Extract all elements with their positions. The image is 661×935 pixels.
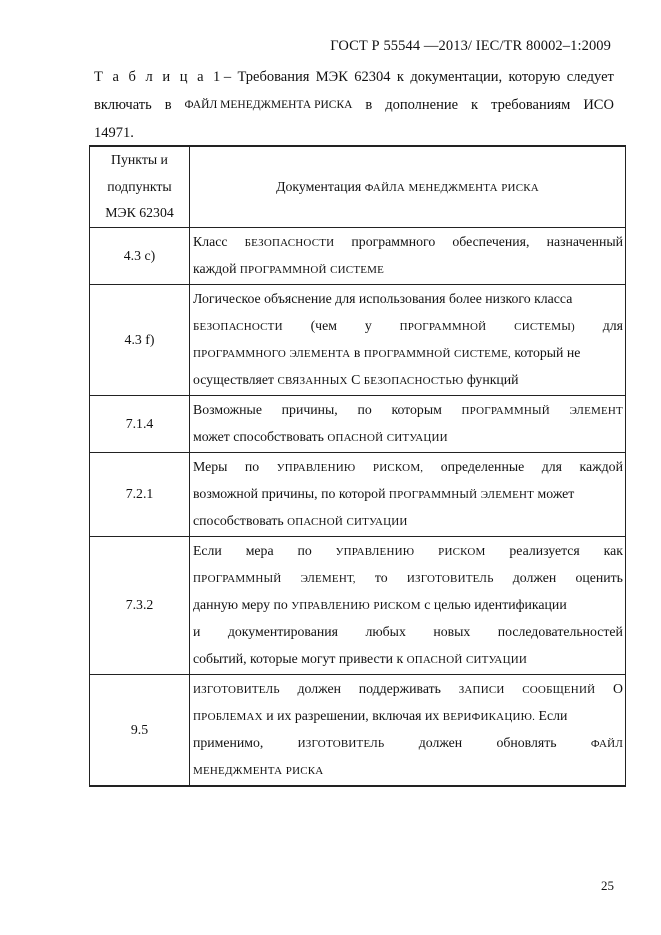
cell-word: РИСКОМ [438, 546, 486, 558]
cell-word: любых [365, 624, 406, 639]
cell-line [193, 646, 623, 673]
cell-word: УПРАВЛЕНИЮ [276, 462, 356, 474]
cell-word: назначенный [546, 234, 623, 249]
cell-word: каждой ПРОГРАММНОЙ СИСТЕМЕ [193, 261, 385, 276]
clause-cell: 7.1.4 [90, 395, 190, 452]
caption-word: ФАЙЛ МЕНЕДЖМЕНТА РИСКА [184, 99, 353, 111]
cell-word: данную меру по УПРАВЛЕНИЮ РИСКОМ с целью идентификации [193, 597, 567, 612]
documentation-cell [190, 674, 626, 786]
cell-word: способствовать ОПАСНОЙ СИТУАЦИИ [193, 513, 408, 528]
cell-word: ПРОБЛЕМАХ и их разрешении, включая их ВЕРИФИКАЦИЮ. Если [193, 708, 568, 723]
cell-line [193, 757, 623, 784]
cell-line [193, 367, 623, 394]
documentation-cell [190, 284, 626, 395]
table-caption [94, 63, 614, 147]
clause-cell: 7.3.2 [90, 536, 190, 674]
header-clauses [90, 146, 190, 227]
cell-word: должен [512, 570, 557, 585]
cell-word: О [612, 681, 623, 696]
caption-word: МЭК [315, 69, 348, 85]
cell-word: реализуется [509, 543, 580, 558]
caption-word: к [471, 97, 479, 113]
cell-word: БЕЗОПАСНОСТИ [244, 237, 335, 249]
cell-word: РИСКОМ, [372, 462, 424, 474]
cell-word: то [374, 570, 388, 585]
cell-word: ИЗГОТОВИТЕЛЬ [406, 573, 494, 585]
cell-word: событий, которые могут привести к ОПАСНОЙ СИТУАЦИИ [193, 651, 528, 666]
cell-word: ПРОГРАММНОЙ [399, 321, 487, 333]
caption-word: Т а б л и ц а [94, 69, 207, 85]
cell-word: МЕНЕДЖМЕНТА РИСКА [193, 765, 324, 777]
cell-line [193, 703, 623, 730]
table-header-row [90, 146, 626, 227]
cell-word: Меры [193, 459, 228, 474]
caption-line [94, 63, 614, 91]
cell-word: СООБЩЕНИЙ [522, 684, 596, 696]
cell-line [193, 424, 623, 451]
caption-word: следует [566, 69, 614, 85]
cell-word: обеспечения, [452, 234, 530, 249]
cell-line [193, 676, 623, 703]
cell-word: должен [297, 681, 341, 696]
documentation-table [89, 145, 626, 787]
cell-line [193, 508, 623, 535]
cell-word: УПРАВЛЕНИЮ [335, 546, 415, 558]
cell-line [193, 565, 623, 592]
cell-line [193, 340, 623, 367]
cell-line [193, 256, 623, 283]
caption-word: ИСО [583, 97, 614, 113]
cell-word: осуществляет СВЯЗАННЫХ С БЕЗОПАСНОСТЬЮ функций [193, 372, 519, 387]
cell-word: новых [433, 624, 471, 639]
cell-word: Если [193, 543, 222, 558]
clause-cell: 9.5 [90, 674, 190, 786]
cell-word: ЗАПИСИ [458, 684, 505, 696]
caption-word: в [365, 97, 373, 113]
caption-word: которую [508, 69, 561, 85]
clause-cell: 4.3 f) [90, 284, 190, 395]
cell-line [193, 481, 623, 508]
cell-word: программного [351, 234, 436, 249]
document-header: ГОСТ Р 55544 —2013/ IEC/TR 80002–1:2009 [330, 38, 611, 54]
cell-word: которым [391, 402, 442, 417]
caption-word: к [396, 69, 404, 85]
caption-word: 1 – [213, 69, 232, 85]
cell-word: ЭЛЕМЕНТ, [300, 573, 356, 585]
cell-word: обновлять [496, 735, 557, 750]
cell-word: по [244, 459, 260, 474]
cell-line [193, 397, 623, 424]
header-line: Пункты и [111, 152, 168, 167]
cell-word: каждой [579, 459, 623, 474]
cell-word: ПРОГРАММНЫЙ [193, 573, 282, 585]
cell-line [193, 619, 623, 646]
cell-word: ФАЙЛ [590, 738, 623, 750]
caption-word: требованиям [491, 97, 571, 113]
cell-word: у [364, 318, 372, 333]
cell-word: должен [418, 735, 463, 750]
cell-word: документирования [227, 624, 339, 639]
documentation-cell [190, 395, 626, 452]
cell-word: по [357, 402, 372, 417]
caption-word: 62304 [354, 69, 391, 85]
table-row [90, 674, 626, 786]
cell-word: для [602, 318, 623, 333]
header-line: подпункты [107, 178, 172, 194]
cell-word: может способствовать ОПАСНОЙ СИТУАЦИИ [193, 429, 448, 444]
caption-word: дополнение [385, 97, 459, 113]
cell-word: поддерживать [358, 681, 441, 696]
caption-word: включать [94, 97, 152, 113]
cell-word: определенные [440, 459, 525, 474]
cell-word: возможной причины, по которой ПРОГРАММНЫЙ ЭЛЕМЕНТ может [193, 486, 575, 501]
cell-word: ИЗГОТОВИТЕЛЬ [297, 738, 385, 750]
caption-line [94, 91, 614, 119]
header-line: МЭК 62304 [105, 205, 174, 220]
cell-word: причины, [281, 402, 338, 417]
cell-word: и [193, 624, 201, 639]
caption-word: Требования [237, 69, 310, 85]
cell-word: (чем [310, 318, 337, 333]
cell-word: оценить [575, 570, 623, 585]
cell-word: ЭЛЕМЕНТ [569, 405, 623, 417]
table-row [90, 395, 626, 452]
cell-line [193, 229, 623, 256]
table-row [90, 227, 626, 284]
cell-word: применимо, [193, 735, 264, 750]
cell-word: как [603, 543, 623, 558]
cell-line [193, 313, 623, 340]
cell-word: СИСТЕМЫ) [514, 321, 575, 333]
caption-word: 14971. [94, 125, 134, 141]
header-documentation: Документация ФАЙЛА МЕНЕДЖМЕНТА РИСКА [190, 146, 626, 227]
documentation-cell [190, 227, 626, 284]
cell-word: Класс [193, 234, 228, 249]
cell-line [193, 730, 623, 757]
cell-word: по [297, 543, 312, 558]
table-row [90, 284, 626, 395]
cell-word: для [541, 459, 562, 474]
cell-word: ПРОГРАММНОГО ЭЛЕМЕНТА в ПРОГРАММНОЙ СИСТЕМЕ, который не [193, 345, 581, 360]
cell-word: ПРОГРАММНЫЙ [461, 405, 550, 417]
caption-line [94, 119, 614, 147]
documentation-cell [190, 536, 626, 674]
cell-word: Возможные [193, 402, 262, 417]
cell-line [193, 538, 623, 565]
documentation-cell [190, 452, 626, 536]
cell-word: БЕЗОПАСНОСТИ [193, 321, 283, 333]
cell-word: последовательностей [497, 624, 623, 639]
table-row [90, 536, 626, 674]
cell-word: мера [245, 543, 274, 558]
cell-word: ИЗГОТОВИТЕЛЬ [193, 684, 280, 696]
table-row [90, 452, 626, 536]
clause-cell: 4.3 c) [90, 227, 190, 284]
cell-line [193, 454, 623, 481]
page-number: 25 [601, 878, 614, 893]
cell-word: Логическое объяснение для использования более низкого класса [193, 291, 573, 306]
cell-line [193, 592, 623, 619]
caption-word: в [164, 97, 172, 113]
cell-line [193, 286, 623, 313]
caption-word: документации, [410, 69, 503, 85]
clause-cell: 7.2.1 [90, 452, 190, 536]
